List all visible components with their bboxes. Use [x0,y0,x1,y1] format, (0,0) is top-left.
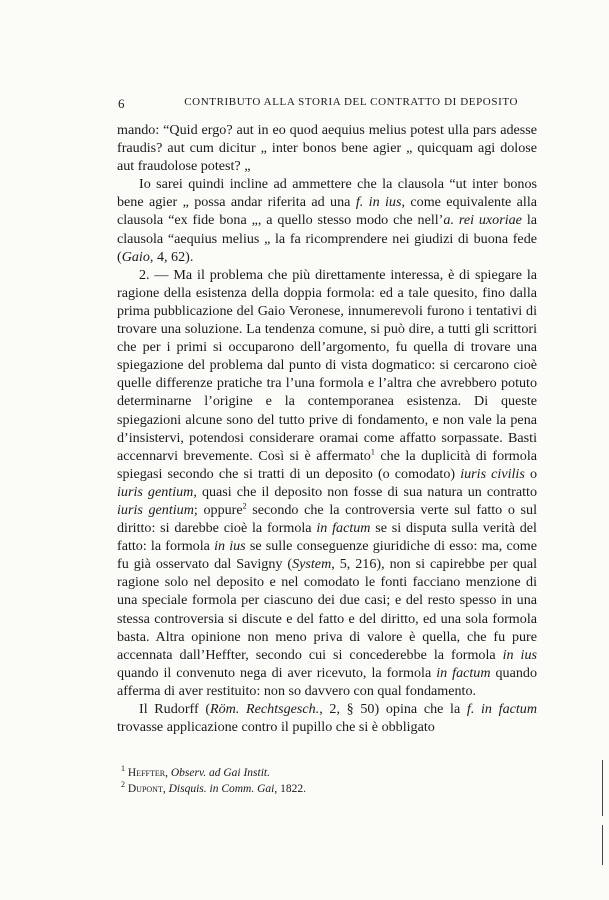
text-run: la clausola “aequius melius „ la fa ricomprendere nei giudizi di buona fede ( [117,212,537,265]
main-text [117,121,537,736]
text-run: mando: “Quid ergo? aut in eo quod aequius melius potest ulla pars adesse fraudis? aut cum dicitur „ inter bonos bene agier „ quicquam agi dolose aut fraudolose potest? „ [117,122,537,175]
text-run: trovasse applicazione contro il pupillo che si è obbligato [117,719,435,736]
text-run: 2. — Ma il problema che più direttamente interessa, è di spiegare la ragione della esistenza della doppia formola: ed a tale quesito, fino dalla prima pubblicazione del Gaio Veronese, innumerevoli furono i tentativi di trovare una soluzione. La tendenza comune, si può dire, a tutti gli scrittori che per i primi si occuparono dell’argomento, fu quella di trovare una spiegazione del problema dal punto di vista dogmatico: si cercarono cioè quelle differenze pratiche tra l’una formola e l’altra che avrebbero potuto determinarne l’origine e la contemporanea esistenza. Di queste spiegazioni alcune sono del tutto prive di fondamento, e non vale la pena d’insistervi, potendosi considerare oramai come affatto sorpassate. Basti accennarvi brevemente. Così si è affermato [117,266,537,464]
italic-text: in factum [316,520,371,537]
paragraph-rudorff [117,700,537,736]
text-run: , 5, 216), non si capirebbe per qual ragione solo nel deposito e nel comodato le fonti facciano menzione di una speciale formola per ciascuno dei due casi; e del resto spesso in una stessa controversia si discute e del fatto e del diritto, ed una sola formola basta. Altra opinione non meno priva di valore è quella, che fu pure accennata dall’Heffter, secondo cui si concederebbe la formola [117,556,537,663]
page-edge-mark [602,760,603,816]
text-run: che la duplicità di formola spiegasi secondo che si tratti di un deposito (o comodato) [117,447,537,482]
footnote-2 [117,781,537,797]
italic-text: Gaio [121,248,150,265]
text-run: quando afferma di aver restituito: non so davvero con qual fondamento. [117,664,537,699]
running-header [118,96,518,112]
text-run: , 1822. [274,783,306,795]
italic-text: in ius [214,538,246,555]
paragraph-clausola [117,175,537,265]
footnote-ref: 2 [242,501,247,511]
text-run: Heffter [127,767,166,779]
italic-text: iuris civilis [460,465,525,482]
italic-text: System [292,556,332,573]
text-run: se si disputa sulla verità del fatto: la formola [117,520,537,555]
text-run: quando il convenuto nega di aver ricevuto, la formola [117,664,437,681]
footnote-ref: 1 [121,764,125,774]
footnote-1 [117,765,537,781]
text-run: o [524,465,538,482]
italic-text: f. in factum [466,701,538,717]
footnotes [117,765,537,797]
italic-text: iuris gentium [117,483,194,500]
text-run: ; oppure [193,501,243,518]
footnote-ref: 1 [370,447,375,456]
text-run: secondo che la controversia verte sul fatto o sul diritto: si darebbe cioè la formola [117,501,538,537]
text-run: , 4, 62). [149,248,194,265]
paragraph-continuation [117,121,537,175]
text-run: , 2, § 50) opina che la [319,701,467,717]
text-run: Il Rudorff ( [139,701,211,717]
text-run: Io sarei quindi incline ad ammettere che la clausola “ut inter bonos bene agier „ possa andar riferita ad una [117,176,537,211]
italic-text: f. in ius [355,194,402,211]
italic-text: Röm. Rechtsgesch. [210,701,320,717]
italic-text: iuris gentium [117,501,194,518]
italic-text: in factum [436,664,491,681]
text-run: Dupont [127,783,163,795]
page-edge-mark [602,825,603,865]
paragraph-section-2 [117,266,537,700]
italic-text: Observ. ad Gai Instit. [170,767,270,779]
text-run: se sulle conseguenze giuridiche di esso: ma, come fu già osservato dal Savigny ( [117,538,538,573]
running-title: CONTRIBUTO ALLA STORIA DEL CONTRATTO DI DEPOSITO [184,96,518,108]
text-run: , [162,783,169,795]
text-run: , quasi che il deposito non fosse di sua natura un contratto [193,483,537,500]
text-run: , [165,767,171,779]
italic-text: a. rei uxoriae [443,212,522,229]
page-number: 6 [118,96,126,111]
footnote-ref: 2 [121,780,125,790]
italic-text: in ius [502,646,537,663]
text-run: , come equivalente alla clausola “ex fide bona „, a quello stesso modo che nell’ [117,194,537,229]
italic-text: Disquis. in Comm. Gai [168,783,275,795]
